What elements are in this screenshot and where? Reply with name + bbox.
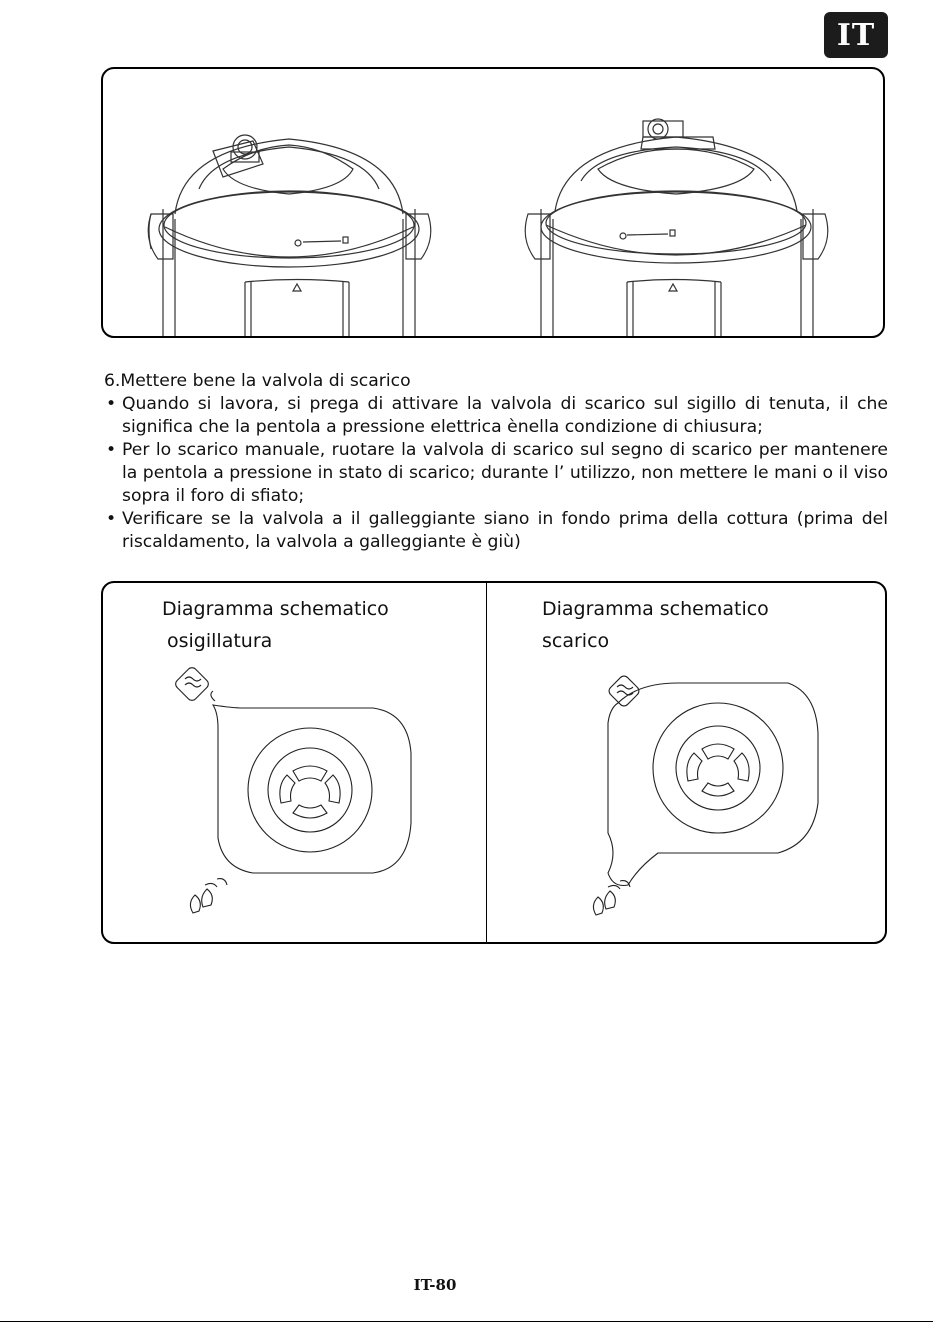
pressure-cooker-illustrations (103, 69, 885, 338)
left-diagram-subtitle: osigillatura (167, 630, 273, 652)
diagram-divider (486, 583, 487, 942)
left-diagram-title: Diagramma schematico (162, 598, 389, 620)
page-number: IT-80 (413, 1276, 457, 1294)
section-heading: 6.Mettere bene la valvola di scarico (104, 371, 411, 391)
steam-release-icon (190, 879, 227, 913)
seal-position-diagram (173, 663, 433, 933)
seal-icon (174, 666, 211, 703)
right-diagram-title: Diagramma schematico (542, 598, 769, 620)
page-bottom-rule (0, 1321, 933, 1322)
right-diagram-subtitle: scarico (542, 630, 610, 652)
cooker-right (525, 119, 828, 338)
cooker-left (148, 135, 431, 338)
bullet-item: • Per lo scarico manuale, ruotare la valvola di scarico sul segno di scarico per mantenere la pentola a pressione in stato di scarico; durante l’ utilizzo, non mettere le mani o il viso sopra il foro di sfiato; (104, 439, 888, 508)
bullet-item: • Verificare se la valvola a il galleggiante siano in fondo prima della cottura (prima del riscaldamento, la valvola a galleggiante è giù) (104, 508, 888, 554)
instructions-section (104, 370, 888, 554)
bullet-item: • Quando si lavora, si prega di attivare la valvola di scarico sul sigillo di tenuta, il che significa che la pentola a pressione elettrica ènella condizione di chiusura; (104, 393, 888, 439)
cooker-illustration-frame (101, 67, 885, 338)
valve-diagram-frame (101, 581, 887, 944)
language-tab: IT (824, 12, 888, 58)
release-position-diagram (558, 663, 838, 933)
